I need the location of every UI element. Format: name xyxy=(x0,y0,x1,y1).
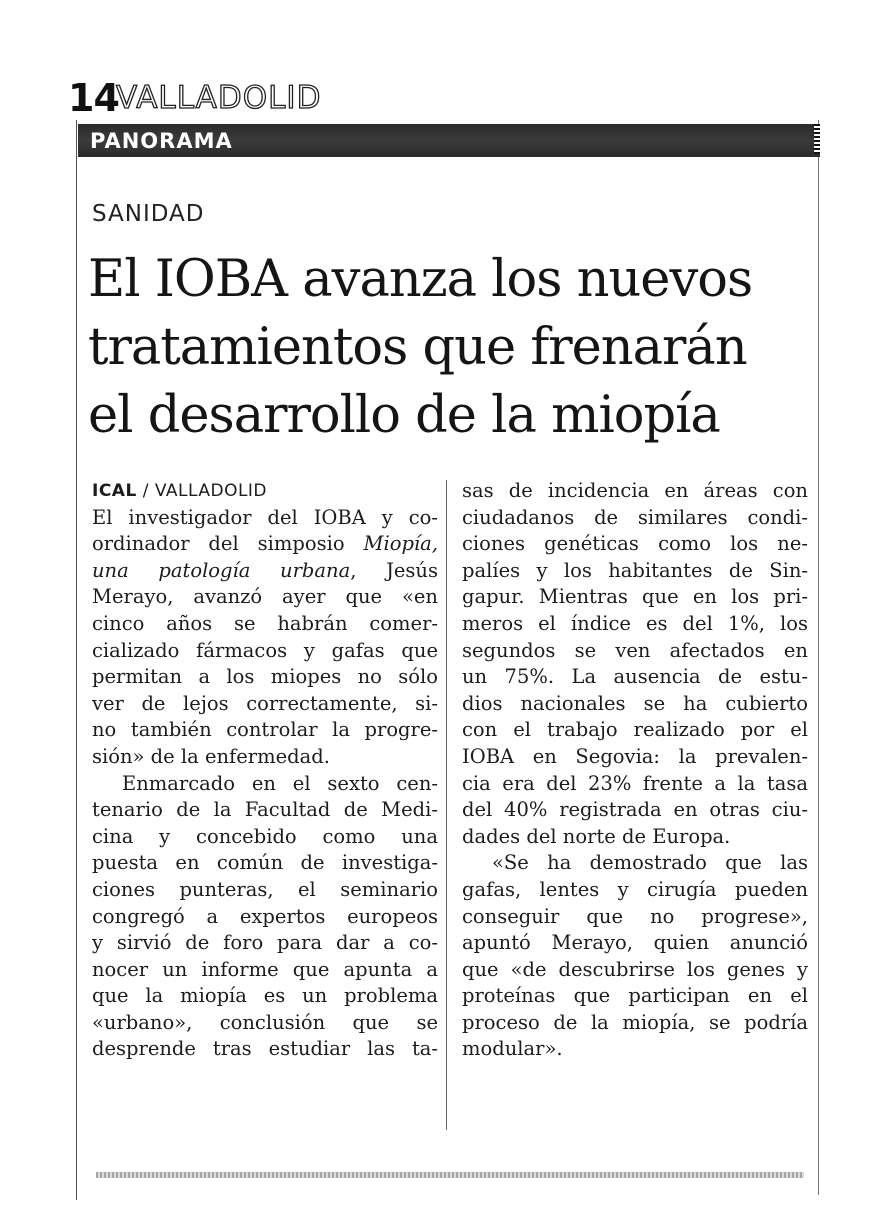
text-run: ordinador del simposio xyxy=(92,532,364,556)
text-line: gafas, lentes y cirugía pueden xyxy=(462,877,808,901)
text-line: del 40% registrada en otras ciu- xyxy=(462,798,808,822)
headline-line: tratamientos que frenarán xyxy=(88,318,747,377)
article-headline xyxy=(88,246,818,450)
text-run: , Jesús xyxy=(350,558,438,582)
headline-line: El IOBA avanza los nuevos xyxy=(88,250,753,309)
text-line: Merayo, avanzó ayer que «en xyxy=(92,585,438,609)
article-column-1 xyxy=(92,478,438,1063)
text-line: sas de incidencia en áreas con xyxy=(462,479,808,502)
byline-place: VALLADOLID xyxy=(154,481,268,501)
text-line: desprende tras estudiar las ta- xyxy=(92,1037,438,1061)
text-line: proteínas que participan en el xyxy=(462,984,808,1008)
text-line: proceso de la miopía, se podría xyxy=(462,1010,808,1034)
text-line: gapur. Mientras que en los pri- xyxy=(462,585,808,609)
text-line: no también controlar la progre- xyxy=(92,718,438,742)
text-line: que «de descubrirse los genes y xyxy=(462,957,808,981)
section-bar xyxy=(78,124,820,157)
text-line: cializado fármacos y gafas que xyxy=(92,638,438,662)
text-line: con el trabajo realizado por el xyxy=(462,718,808,742)
text-line: apuntó Merayo, quien anunció xyxy=(462,931,808,955)
text-line: tenario de la Facultad de Medi- xyxy=(92,798,438,822)
text-line: permitan a los miopes no sólo xyxy=(92,665,438,689)
text-line: que la miopía es un problema xyxy=(92,984,438,1008)
section-title: VALLADOLID xyxy=(116,80,322,116)
text-line: y sirvió de foro para dar a co- xyxy=(92,931,438,955)
text-line: Enmarcado en el sexto cen- xyxy=(122,771,438,795)
page-number: 14 xyxy=(68,76,119,120)
text-line: «Se ha demostrado que las xyxy=(492,851,808,875)
subsection-label: PANORAMA xyxy=(90,129,233,153)
text-line: nocer un informe que apunta a xyxy=(92,957,438,981)
article-kicker: SANIDAD xyxy=(92,201,205,227)
text-line: segundos se ven afectados en xyxy=(462,638,808,662)
text-line xyxy=(92,531,438,558)
text-line: ciones genéticas como los ne- xyxy=(462,532,808,556)
text-line: El investigador del IOBA y co- xyxy=(92,505,438,529)
text-line: cia era del 23% frente a la tasa xyxy=(462,771,808,795)
edge-marks xyxy=(814,124,820,154)
text-line: puesta en común de investiga- xyxy=(92,851,438,875)
text-line: IOBA en Segovia: la prevalen- xyxy=(462,744,808,768)
bottom-rule xyxy=(96,1172,804,1178)
text-line: un 75%. La ausencia de estu- xyxy=(462,665,808,689)
right-margin-rule xyxy=(818,120,819,1195)
text-line: dades del norte de Europa. xyxy=(462,824,731,848)
text-line: palíes y los habitantes de Sin- xyxy=(462,558,808,582)
italic-title: una patología urbana xyxy=(92,558,351,582)
text-line: sión» de la enfermedad. xyxy=(92,744,330,768)
byline xyxy=(92,478,438,505)
text-line: ver de lejos correctamente, si- xyxy=(92,691,438,715)
text-line: ciones punteras, el seminario xyxy=(92,877,438,901)
column-divider xyxy=(446,480,447,1130)
text-line xyxy=(92,558,438,585)
article-column-2 xyxy=(462,478,808,1063)
byline-agency: ICAL xyxy=(92,481,137,501)
text-line: cinco años se habrán comer- xyxy=(92,611,438,635)
text-line: conseguir que no progrese», xyxy=(462,904,808,928)
italic-title: Miopía, xyxy=(363,532,438,556)
headline-line: el desarrollo de la miopía xyxy=(88,386,720,445)
text-line: «urbano», conclusión que se xyxy=(92,1010,438,1034)
text-line: dios nacionales se ha cubierto xyxy=(462,691,808,715)
text-line: cina y concebido como una xyxy=(92,824,438,848)
byline-separator: / xyxy=(136,481,155,501)
text-line: congregó a expertos europeos xyxy=(92,904,438,928)
text-line: ciudadanos de similares condi- xyxy=(462,505,808,529)
left-margin-rule xyxy=(76,120,77,1200)
text-line: modular». xyxy=(462,1037,563,1061)
text-line: meros el índice es del 1%, los xyxy=(462,611,808,635)
